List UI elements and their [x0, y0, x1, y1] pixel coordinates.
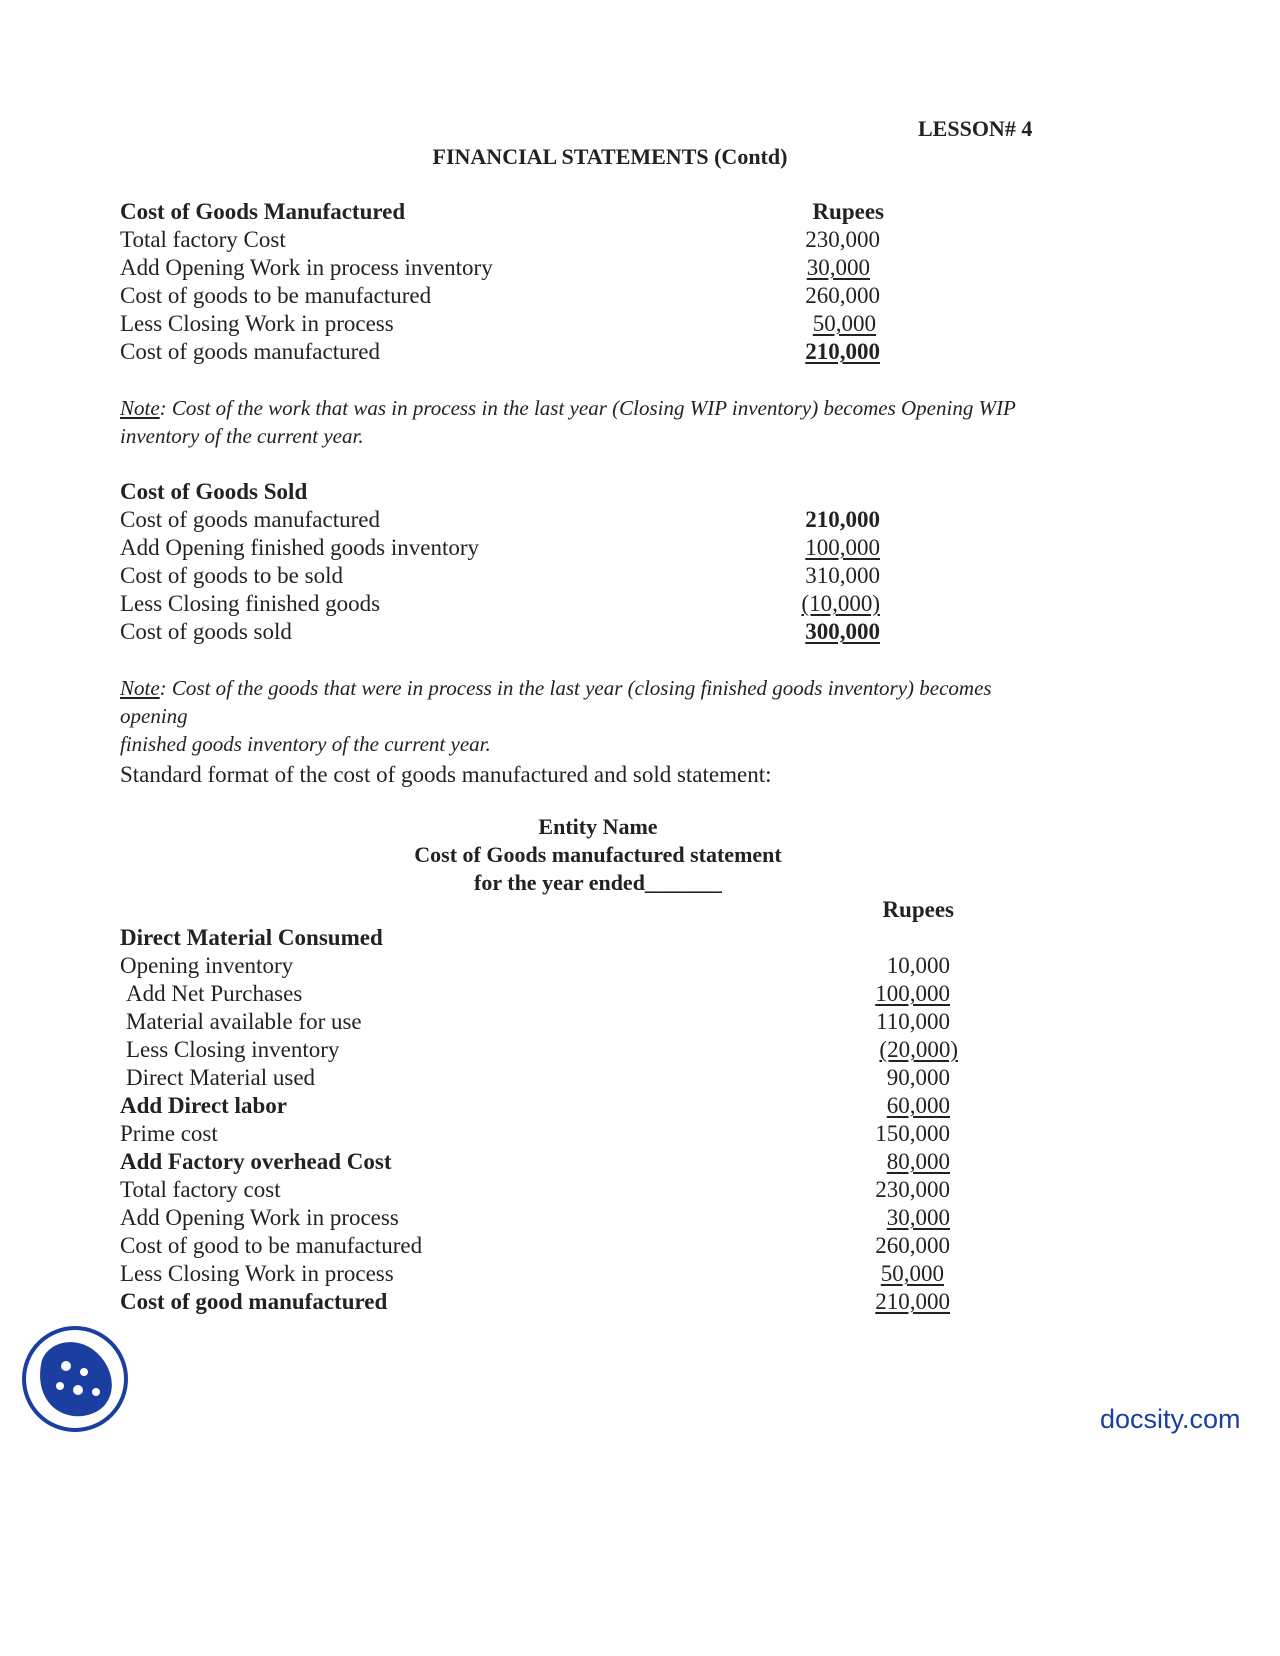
cogs-heading: Cost of Goods Sold	[120, 479, 308, 504]
cogm-row-value: 210,000	[805, 339, 880, 364]
statement-row-value: 100,000	[875, 981, 950, 1006]
statement-row-label: Cost of good to be manufactured	[120, 1233, 423, 1258]
statement-row-label: Add Opening Work in process	[120, 1205, 399, 1230]
entity-name: Entity Name	[538, 814, 658, 839]
cogs-row-value: 100,000	[805, 535, 880, 560]
statement-row-label: Less Closing inventory	[126, 1037, 340, 1062]
cogs-row-label: Cost of goods to be sold	[120, 563, 343, 588]
note-text: : Cost of the goods that were in process in the last year (closing finished goods inventory) becomes opening	[120, 676, 992, 728]
cogm-heading: Cost of Goods Manufactured	[120, 199, 406, 224]
statement-row-label: Add Direct labor	[120, 1093, 287, 1118]
statement-row-label: Cost of good manufactured	[120, 1289, 388, 1314]
note-label: Note	[120, 676, 160, 700]
statement-row-label: Material available for use	[126, 1009, 362, 1034]
note-label: Note	[120, 396, 160, 420]
statement-row-value: 110,000	[876, 1009, 950, 1034]
statement-row-value: 260,000	[875, 1233, 950, 1258]
statement-row-label: Prime cost	[120, 1121, 218, 1146]
standard-format-intro: Standard format of the cost of goods manufactured and sold statement:	[120, 762, 772, 787]
cogs-row-label: Less Closing finished goods	[120, 591, 381, 616]
statement-row-value: 50,000	[880, 1261, 944, 1286]
statement-currency: Rupees	[882, 897, 954, 922]
statement-period: for the year ended_______	[474, 870, 722, 895]
lesson-number: LESSON# 4	[918, 116, 1033, 141]
cogm-row-label: Cost of goods manufactured	[120, 339, 380, 364]
cogm-row-value: 230,000	[805, 227, 880, 252]
statement-row-label: Direct Material used	[126, 1065, 316, 1090]
cogm-row-value: 50,000	[812, 311, 876, 336]
statement-row-value: 10,000	[886, 953, 950, 978]
statement-row-value: 230,000	[875, 1177, 950, 1202]
cogs-row-value: 210,000	[805, 507, 880, 532]
statement-row-label: Less Closing Work in process	[120, 1261, 394, 1286]
docsity-brand-link[interactable]: docsity.com	[1100, 1404, 1241, 1434]
note-text-continued: finished goods inventory of the current year.	[120, 732, 491, 756]
note-text-continued: inventory of the current year.	[120, 424, 364, 448]
cogm-row-label: Total factory Cost	[120, 227, 286, 252]
page-title-text: FINANCIAL STATEMENTS (Contd)	[432, 144, 788, 169]
statement-row-value: 30,000	[886, 1205, 950, 1230]
statement-row-label: Add Factory overhead Cost	[120, 1149, 392, 1174]
note-wip	[120, 394, 1020, 450]
statement-row-label: Direct Material Consumed	[120, 925, 383, 950]
cogs-row-value: 310,000	[805, 563, 880, 588]
cogs-row-label: Add Opening finished goods inventory	[120, 535, 480, 560]
cogs-row-value: (10,000)	[801, 591, 880, 616]
cogm-row-label: Add Opening Work in process inventory	[120, 255, 493, 280]
note-text: : Cost of the work that was in process in the last year (Closing WIP inventory) becomes Opening WIP	[159, 396, 1016, 420]
cogm-statement	[120, 896, 958, 1316]
statement-row-value: 60,000	[886, 1093, 950, 1118]
cogm-row-value: 30,000	[806, 255, 870, 280]
statement-row-label: Opening inventory	[120, 953, 294, 978]
cogm-currency: Rupees	[812, 199, 884, 224]
statement-row-value: (20,000)	[879, 1037, 958, 1062]
cogm-row-value: 260,000	[805, 283, 880, 308]
cogm-row-label: Less Closing Work in process	[120, 311, 394, 336]
cogm-row-label: Cost of goods to be manufactured	[120, 283, 432, 308]
page-title	[0, 144, 1280, 170]
cogs-row-label: Cost of goods sold	[120, 619, 292, 644]
statement-row-label: Add Net Purchases	[126, 981, 303, 1006]
statement-name: Cost of Goods manufactured statement	[414, 842, 782, 867]
cogm-section	[120, 198, 884, 366]
note-finished-goods	[120, 674, 1020, 758]
statement-row-value: 210,000	[875, 1289, 950, 1314]
statement-row-value: 90,000	[886, 1065, 950, 1090]
statement-row-label: Total factory cost	[120, 1177, 281, 1202]
cogs-row-label: Cost of goods manufactured	[120, 507, 380, 532]
docsity-logo-icon[interactable]	[20, 1324, 130, 1434]
cogs-section	[120, 478, 880, 646]
statement-row-value: 80,000	[886, 1149, 950, 1174]
cogs-row-value: 300,000	[805, 619, 880, 644]
statement-row-value: 150,000	[875, 1121, 950, 1146]
